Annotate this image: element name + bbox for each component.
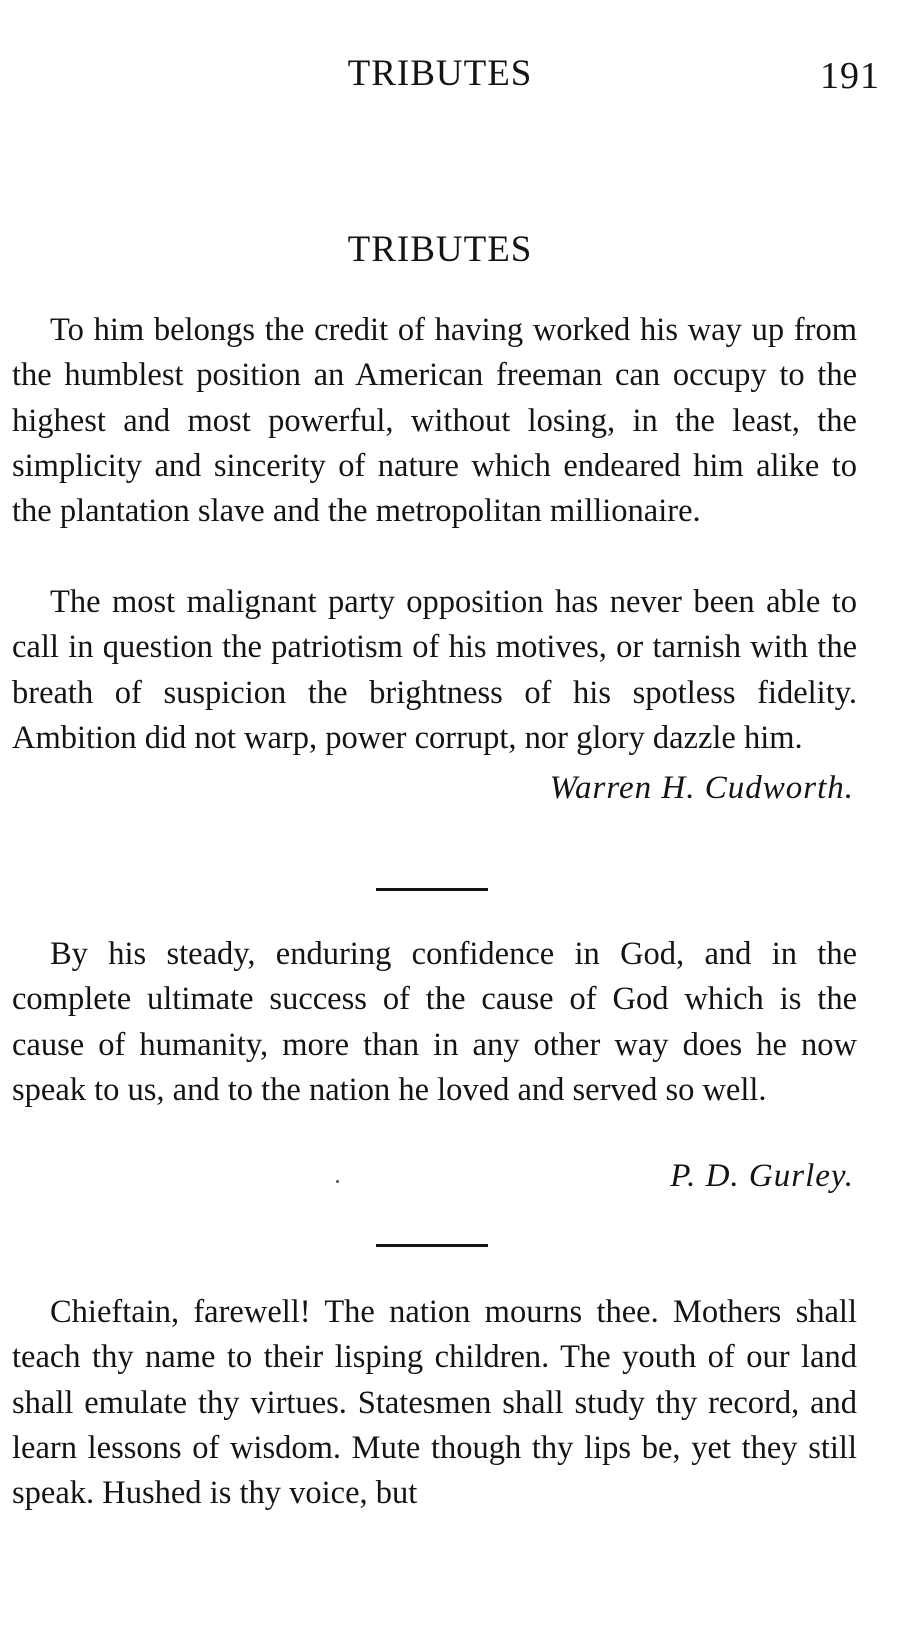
tribute-3-paragraph-1: Chieftain, farewell! The nation mourns thee. Mothers shall teach thy name to their lisping children. The youth of our land shall emulate thy virtues. Statesmen shall study thy record, and learn lessons of wisdom. Mute though thy lips be, yet they still speak. Hushed is thy voice, but	[12, 1294, 857, 1512]
section-divider	[376, 1244, 488, 1247]
tribute-1-author: Warren H. Cudworth.	[549, 770, 854, 806]
section-heading: TRIBUTES	[347, 229, 533, 270]
tribute-2-author: P. D. Gurley.	[670, 1158, 854, 1194]
tribute-2-paragraph-1: By his steady, enduring confidence in God, and in the complete ultimate success of the cause of God which is the cause of humanity, more than in any other way does he now speak to us, and to the nation he loved and served so well.	[12, 936, 857, 1108]
section-divider	[376, 888, 488, 891]
page-number: 191	[820, 55, 880, 97]
tribute-1-paragraph-2: The most malignant party opposition has never been able to call in question the patriotism of his motives, or tarnish with the breath of suspicion the brightness of his spotless fidelity. Ambition did not warp, power corrupt, nor glory dazzle him.	[12, 584, 857, 756]
print-speck	[336, 1180, 339, 1183]
running-head	[0, 52, 900, 102]
running-title: TRIBUTES	[347, 53, 533, 94]
tribute-1-paragraph-1: To him belongs the credit of having worked his way up from the humblest position an American freeman can occupy to the highest and most powerful, without losing, in the least, the simplicity and sincerity of nature which endeared him alike to the plantation slave and the metropolitan millionaire.	[12, 312, 857, 530]
